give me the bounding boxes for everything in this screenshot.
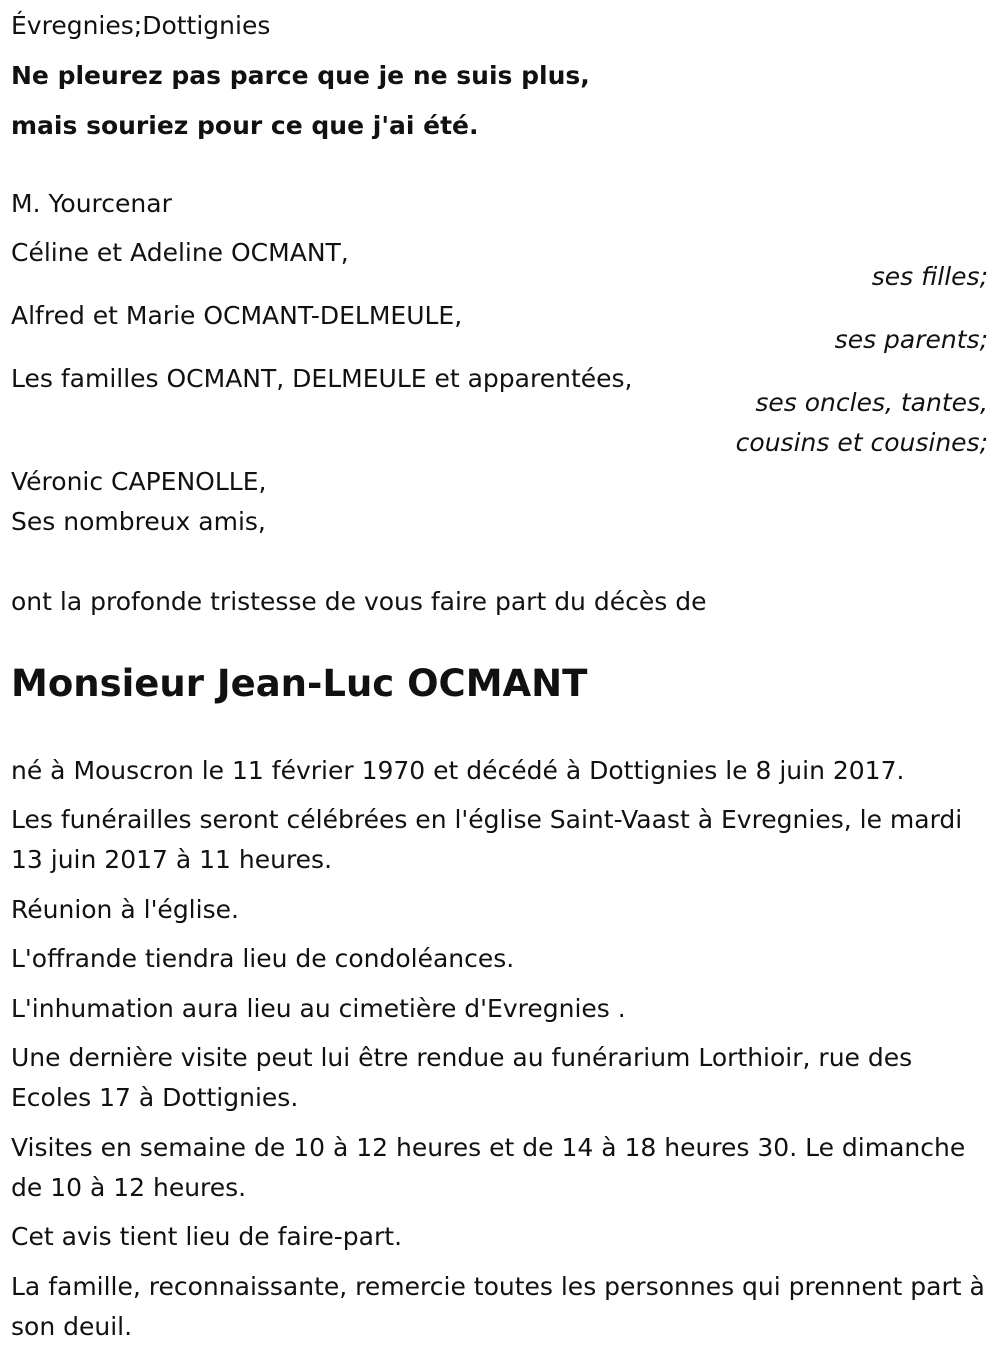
role-parents: ses parents; [834, 325, 988, 354]
burial-paragraph: L'inhumation aura lieu au cimetière d'Evregnies . [11, 994, 626, 1023]
notice-paragraph: Cet avis tient lieu de faire-part. [11, 1222, 403, 1251]
thanks-paragraph: La famille, reconnaissante, remercie toutes les personnes qui prennent part à son deuil. [11, 1272, 985, 1341]
funeral-paragraph: Les funérailles seront célébrées en l'église Saint-Vaast à Evregnies, le mardi 13 juin 2017 à 11 heures. [11, 805, 963, 874]
family-relatives: Les familles OCMANT, DELMEULE et apparentées, [11, 364, 633, 393]
announcement-text: ont la profonde tristesse de vous faire part du décès de [11, 587, 707, 616]
family-partner: Véronic CAPENOLLE, [11, 467, 267, 496]
role-relatives-line-1: ses oncles, tantes, [755, 388, 988, 417]
meeting-paragraph: Réunion à l'église. [11, 895, 239, 924]
quote-line-1: Ne pleurez pas parce que je ne suis plus, [11, 61, 590, 90]
visiting-hours-paragraph: Visites en semaine de 10 à 12 heures et de 14 à 18 heures 30. Le dimanche de 10 à 12 heures. [11, 1133, 966, 1202]
location-line: Évregnies;Dottignies [11, 11, 271, 40]
deceased-name: Monsieur Jean-Luc OCMANT [11, 662, 588, 705]
family-daughters: Céline et Adeline OCMANT, [11, 238, 349, 267]
family-parents: Alfred et Marie OCMANT-DELMEULE, [11, 301, 463, 330]
quote-author: M. Yourcenar [11, 189, 172, 218]
role-relatives-line-2: cousins et cousines; [735, 428, 988, 457]
offering-paragraph: L'offrande tiendra lieu de condoléances. [11, 944, 515, 973]
birth-death-paragraph: né à Mouscron le 11 février 1970 et décédé à Dottignies le 8 juin 2017. [11, 756, 905, 785]
family-friends: Ses nombreux amis, [11, 507, 266, 536]
role-daughters: ses filles; [871, 262, 988, 291]
quote-line-2: mais souriez pour ce que j'ai été. [11, 111, 479, 140]
last-visit-paragraph: Une dernière visite peut lui être rendue au funérarium Lorthioir, rue des Ecoles 17 à Dottignies. [11, 1043, 913, 1112]
